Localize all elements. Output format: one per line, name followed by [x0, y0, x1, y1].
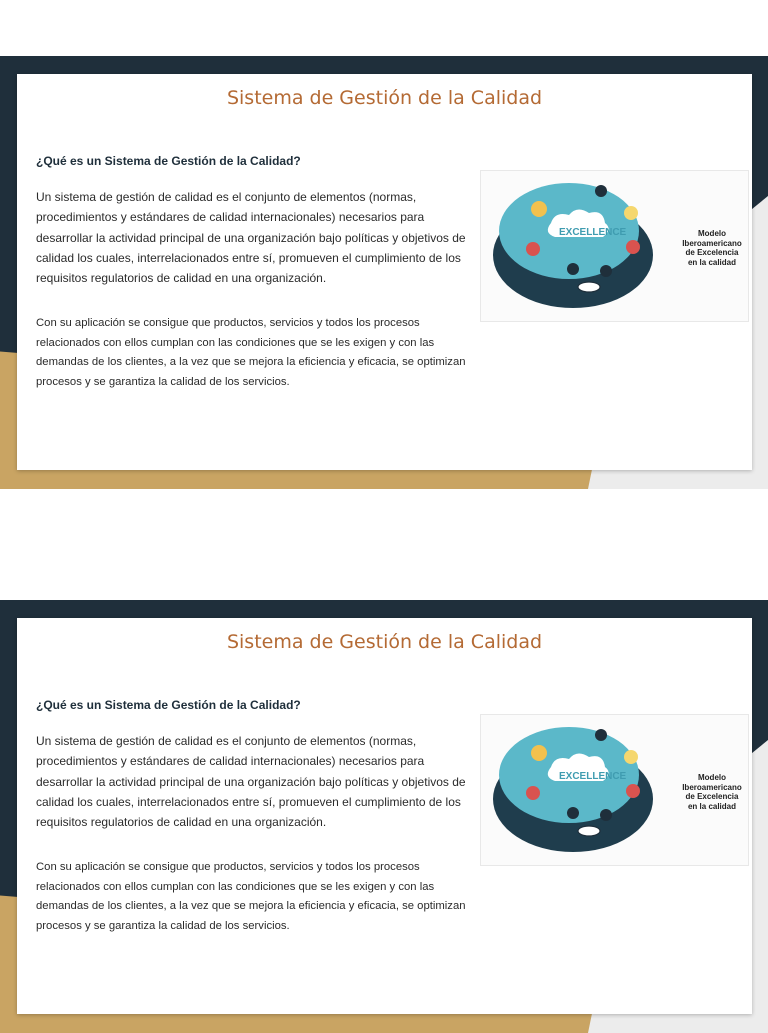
section-question: ¿Qué es un Sistema de Gestión de la Calidad?	[36, 698, 301, 712]
slide-title: Sistema de Gestión de la Calidad	[226, 86, 543, 109]
slide-2	[0, 600, 768, 1033]
excellence-model-figure	[480, 714, 749, 866]
model-caption-line: Iberoamericano	[682, 782, 742, 792]
model-caption-line: Modelo	[698, 773, 726, 782]
section-question: ¿Qué es un Sistema de Gestión de la Calidad?	[36, 154, 301, 168]
model-caption	[673, 773, 751, 811]
slide-card	[17, 74, 752, 470]
model-caption	[673, 229, 751, 267]
definition-paragraph: Un sistema de gestión de calidad es el conjunto de elementos (normas, procedimientos y estándares de calidad internacionales) necesarios para desarrollar la actividad principal de una organización bajo políticas y objetivos de calidad los cuales, interrelacionados entre sí, promueven el cumplimiento de los requisitos regulatorios de calidad en una organización.	[36, 734, 466, 830]
model-caption-line: Modelo	[698, 229, 726, 238]
slide-card	[17, 618, 752, 1014]
model-caption-line: en la calidad	[687, 257, 737, 267]
slide-1	[0, 56, 768, 489]
excellence-model-figure	[480, 170, 749, 322]
benefits-paragraph: Con su aplicación se consigue que productos, servicios y todos los procesos relacionados con ellos cumplan con las condiciones que se les exigen y con las demandas de los clientes, a la vez que se mejora la eficiencia y eficacia, se optimizan procesos y se garantiza la calidad de los servicios.	[36, 317, 466, 388]
excellence-label: EXCELLENCE	[559, 227, 627, 238]
model-caption-line: de Excelencia	[685, 792, 739, 801]
model-caption-line: Iberoamericano	[682, 238, 742, 248]
definition-paragraph: Un sistema de gestión de calidad es el conjunto de elementos (normas, procedimientos y estándares de calidad internacionales) necesarios para desarrollar la actividad principal de una organización bajo políticas y objetivos de calidad los cuales, interrelacionados entre sí, promueven el cumplimiento de los requisitos regulatorios de calidad en una organización.	[36, 190, 466, 286]
slide-title: Sistema de Gestión de la Calidad	[226, 630, 543, 653]
excellence-label: EXCELLENCE	[559, 771, 627, 782]
benefits-paragraph: Con su aplicación se consigue que productos, servicios y todos los procesos relacionados con ellos cumplan con las condiciones que se les exigen y con las demandas de los clientes, a la vez que se mejora la eficiencia y eficacia, se optimizan procesos y se garantiza la calidad de los servicios.	[36, 861, 466, 932]
model-caption-line: en la calidad	[687, 801, 737, 811]
model-caption-line: de Excelencia	[685, 248, 739, 257]
